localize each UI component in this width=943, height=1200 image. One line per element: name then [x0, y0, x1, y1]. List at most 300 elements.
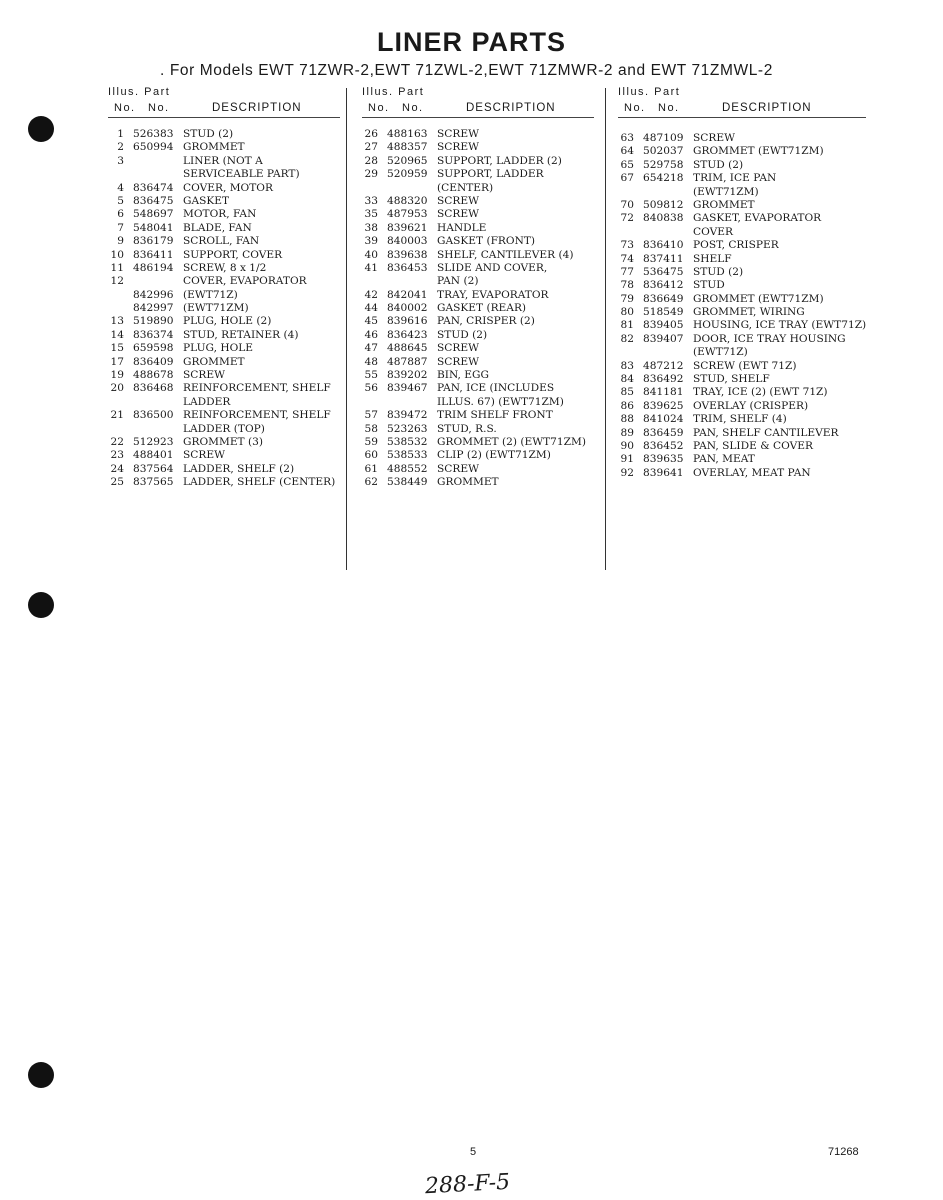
part-description: GASKET (FRONT): [437, 235, 536, 248]
part-description: TRIM, ICE PAN: [693, 172, 777, 185]
table-row: [618, 427, 866, 440]
table-row: [618, 453, 866, 466]
illus-number: 35: [364, 208, 378, 221]
description-header: DESCRIPTION: [212, 102, 302, 114]
illus-number: 56: [364, 382, 378, 395]
illus-number: 17: [110, 355, 124, 368]
table-row: [108, 195, 340, 208]
part-description: GASKET: [183, 194, 230, 207]
part-number: 488645: [387, 342, 428, 355]
part-description: PAN, SLIDE & COVER: [693, 439, 813, 452]
part-number: 837565: [133, 476, 174, 489]
part-description: HOUSING, ICE TRAY (EWT71Z): [693, 319, 867, 332]
parts-list: [108, 128, 340, 490]
part-description: (EWT71ZM): [693, 185, 759, 198]
table-row: [108, 409, 340, 422]
part-number: 488163: [387, 128, 428, 140]
part-description: PAN, CRISPER (2): [437, 315, 535, 328]
table-row: [618, 373, 866, 386]
table-row: [618, 293, 866, 306]
illus-number: 60: [364, 449, 378, 462]
table-row: [618, 239, 866, 252]
part-description: GROMMET: [693, 198, 755, 211]
part-number: 519890: [133, 315, 174, 328]
illus-number: 33: [364, 194, 378, 207]
part-number: 839625: [643, 399, 684, 412]
table-row: [618, 319, 866, 332]
part-number: 840002: [387, 302, 428, 315]
table-row: [362, 289, 594, 302]
table-row: [362, 235, 594, 248]
illus-number: 80: [620, 306, 634, 319]
illus-part-header: Illus. Part: [618, 86, 681, 98]
table-row: [108, 463, 340, 476]
table-row: [362, 195, 594, 208]
illus-number: 83: [620, 359, 634, 372]
table-row: [108, 182, 340, 195]
parts-list: [362, 128, 594, 490]
table-row: [108, 329, 340, 342]
description-header: DESCRIPTION: [722, 102, 812, 114]
table-row: [362, 423, 594, 436]
part-description: PAN (2): [437, 275, 479, 288]
table-row: [362, 262, 594, 275]
part-description: PAN, MEAT: [693, 453, 755, 466]
illus-number: 65: [620, 158, 634, 171]
part-description: PLUG, HOLE: [183, 342, 254, 355]
table-row: [362, 342, 594, 355]
part-description: GROMMET (3): [183, 435, 263, 448]
table-row: [618, 467, 866, 480]
part-number: 840003: [387, 235, 428, 248]
part-number: 488552: [387, 462, 428, 475]
table-row: [362, 476, 594, 489]
table-row: [618, 145, 866, 158]
table-row: [362, 302, 594, 315]
table-row: [618, 186, 866, 199]
illus-number: 85: [620, 386, 634, 399]
part-number: 536475: [643, 265, 684, 278]
part-number: 839472: [387, 409, 428, 422]
illus-number: 84: [620, 373, 634, 386]
illus-number: 48: [364, 355, 378, 368]
illus-number: 79: [620, 292, 634, 305]
table-row: [362, 356, 594, 369]
illus-number: 61: [364, 462, 378, 475]
part-number: 538533: [387, 449, 428, 462]
part-number: 487887: [387, 355, 428, 368]
part-number: 836492: [643, 373, 684, 386]
illus-number: 39: [364, 235, 378, 248]
illus-number: 92: [620, 466, 634, 479]
part-number: 488320: [387, 194, 428, 207]
part-description: POST, CRISPER: [693, 239, 779, 252]
part-number: 836452: [643, 439, 684, 452]
illus-number: 19: [110, 369, 124, 382]
part-description: CLIP (2) (EWT71ZM): [437, 449, 551, 462]
illus-number: 24: [110, 462, 124, 475]
illus-number: 86: [620, 399, 634, 412]
illus-number: 55: [364, 369, 378, 382]
part-description: PAN, SHELF CANTILEVER: [693, 426, 839, 439]
illus-number: 47: [364, 342, 378, 355]
illus-number: 67: [620, 172, 634, 185]
illus-number: 57: [364, 409, 378, 422]
part-description: GROMMET (EWT71ZM): [693, 145, 824, 158]
part-number: 836411: [133, 248, 174, 261]
part-number: 841024: [643, 413, 684, 426]
part-number: 486194: [133, 261, 174, 274]
part-number: 836474: [133, 181, 174, 194]
part-description: SCREW, 8 x 1/2: [183, 261, 267, 274]
part-description: DOOR, ICE TRAY HOUSING: [693, 332, 846, 345]
page-title: LINER PARTS: [376, 27, 566, 57]
binder-hole-bottom: [28, 1062, 54, 1088]
table-row: [618, 266, 866, 279]
table-row: [618, 132, 866, 145]
part-number: 487109: [643, 132, 684, 144]
illus-number: 42: [364, 288, 378, 301]
part-number: 839202: [387, 369, 428, 382]
part-number: 836423: [387, 328, 428, 341]
binder-hole-middle: [28, 592, 54, 618]
part-number: 839616: [387, 315, 428, 328]
part-number: 836179: [133, 235, 174, 248]
illus-number: 27: [364, 141, 378, 154]
table-row: [362, 329, 594, 342]
part-number: 836475: [133, 194, 174, 207]
part-number: 488401: [133, 449, 174, 462]
table-row: [108, 235, 340, 248]
part-description: SCREW: [437, 194, 479, 207]
column-header: [362, 85, 594, 118]
part-number: 523263: [387, 422, 428, 435]
table-row: [108, 168, 340, 181]
table-row: [618, 306, 866, 319]
illus-number: 5: [117, 194, 124, 207]
description-header: DESCRIPTION: [466, 102, 556, 114]
illus-number: 14: [110, 328, 124, 341]
part-description: GASKET, EVAPORATOR: [693, 212, 822, 225]
table-row: [108, 369, 340, 382]
illus-number: 58: [364, 422, 378, 435]
part-number: 836649: [643, 292, 684, 305]
part-description: OVERLAY (CRISPER): [693, 399, 809, 412]
part-description: STUD, SHELF: [693, 373, 770, 386]
part-description: STUD (2): [437, 328, 488, 341]
part-no-header: No.: [148, 102, 170, 114]
table-row: [108, 315, 340, 328]
part-number: 839621: [387, 221, 428, 234]
illus-number: 11: [110, 261, 124, 274]
table-row: [618, 279, 866, 292]
part-description: SCREW (EWT 71Z): [693, 359, 797, 372]
page-number: 5: [470, 1146, 477, 1158]
part-description: (EWT71Z): [693, 346, 748, 359]
illus-number: 82: [620, 332, 634, 345]
illus-number: 78: [620, 279, 634, 292]
table-row: [618, 253, 866, 266]
table-row: [108, 396, 340, 409]
illus-number: 20: [110, 382, 124, 395]
part-number: 836453: [387, 261, 428, 274]
part-description: REINFORCEMENT, SHELF: [183, 382, 331, 395]
part-number: 836459: [643, 426, 684, 439]
part-description: PLUG, HOLE (2): [183, 315, 272, 328]
table-row: [362, 463, 594, 476]
illus-number: 81: [620, 319, 634, 332]
table-row: [108, 302, 340, 315]
illus-number: 89: [620, 426, 634, 439]
illus-number: 88: [620, 413, 634, 426]
column-divider: [346, 88, 347, 570]
illus-number: 77: [620, 265, 634, 278]
part-description: TRAY, ICE (2) (EWT 71Z): [693, 386, 828, 399]
illus-number: 22: [110, 435, 124, 448]
part-number: 836410: [643, 239, 684, 252]
table-row: [108, 275, 340, 288]
part-number: 518549: [643, 306, 684, 319]
part-number: 836412: [643, 279, 684, 292]
table-row: [618, 226, 866, 239]
part-description: COVER: [693, 225, 733, 238]
part-description: STUD (2): [693, 158, 744, 171]
illus-number: 90: [620, 439, 634, 452]
part-number: 538532: [387, 435, 428, 448]
part-no-header: No.: [658, 102, 680, 114]
part-number: 841181: [643, 386, 684, 399]
illus-number: 9: [117, 235, 124, 248]
table-row: [362, 449, 594, 462]
part-number: 842996: [133, 288, 174, 301]
table-row: [108, 262, 340, 275]
part-description: BIN, EGG: [437, 369, 489, 382]
part-description: (EWT71Z): [183, 288, 238, 301]
illus-number: 38: [364, 221, 378, 234]
table-row: [108, 141, 340, 154]
table-row: [362, 369, 594, 382]
table-row: [362, 275, 594, 288]
illus-number: 7: [117, 221, 124, 234]
table-row: [618, 172, 866, 185]
part-description: ILLUS. 67) (EWT71ZM): [437, 395, 564, 408]
part-number: 520965: [387, 154, 428, 167]
column-header: [108, 85, 340, 118]
part-description: SCREW: [437, 128, 479, 140]
part-number: 842041: [387, 288, 428, 301]
part-description: LADDER (TOP): [183, 422, 265, 435]
handwritten-note: 288-F-5: [424, 1169, 511, 1200]
part-number: 836374: [133, 328, 174, 341]
illus-number: 28: [364, 154, 378, 167]
part-description: SUPPORT, COVER: [183, 248, 283, 261]
part-description: (CENTER): [437, 181, 494, 194]
illus-number: 40: [364, 248, 378, 261]
table-row: [362, 315, 594, 328]
part-number: 650994: [133, 141, 174, 154]
part-number: 502037: [643, 145, 684, 158]
illus-number: 1: [117, 128, 124, 140]
page-subtitle: . For Models EWT 71ZWR-2,EWT 71ZWL-2,EWT 71ZMWR-2 and EWT 71ZMWL-2: [160, 62, 773, 79]
illus-no-header: No.: [368, 102, 390, 114]
part-description: LINER (NOT A: [183, 154, 263, 167]
parts-column-3: [618, 85, 866, 480]
part-number: 836409: [133, 355, 174, 368]
part-description: GROMMET (EWT71ZM): [693, 292, 824, 305]
illus-number: 74: [620, 252, 634, 265]
part-description: SHELF, CANTILEVER (4): [437, 248, 574, 261]
part-number: 839467: [387, 382, 428, 395]
table-row: [108, 289, 340, 302]
part-description: SHELF: [693, 252, 732, 265]
part-description: STUD, RETAINER (4): [183, 328, 299, 341]
illus-no-header: No.: [114, 102, 136, 114]
illus-number: 44: [364, 302, 378, 315]
illus-number: 46: [364, 328, 378, 341]
part-number: 529758: [643, 158, 684, 171]
table-row: [362, 396, 594, 409]
illus-part-header: Illus. Part: [362, 86, 425, 98]
illus-number: 29: [364, 168, 378, 181]
part-description: TRAY, EVAPORATOR: [437, 288, 549, 301]
part-number: 538449: [387, 476, 428, 489]
table-row: [618, 212, 866, 225]
table-row: [108, 356, 340, 369]
table-row: [108, 436, 340, 449]
table-row: [362, 168, 594, 181]
document-code: 71268: [828, 1146, 859, 1158]
table-row: [362, 182, 594, 195]
table-row: [108, 128, 340, 141]
part-number: 839638: [387, 248, 428, 261]
table-row: [362, 409, 594, 422]
table-row: [618, 413, 866, 426]
illus-number: 15: [110, 342, 124, 355]
part-number: 488678: [133, 369, 174, 382]
table-row: [362, 208, 594, 221]
part-description: SCREW: [437, 462, 479, 475]
part-description: SCREW: [693, 132, 735, 144]
part-description: GROMMET: [183, 355, 245, 368]
part-description: SCREW: [437, 355, 479, 368]
part-description: SCROLL, FAN: [183, 235, 260, 248]
illus-number: 26: [364, 128, 378, 140]
part-description: GASKET (REAR): [437, 302, 527, 315]
table-row: [618, 360, 866, 373]
part-description: LADDER, SHELF (CENTER): [183, 476, 336, 489]
part-number: 839635: [643, 453, 684, 466]
illus-number: 4: [117, 181, 124, 194]
parts-column-1: [108, 85, 340, 490]
part-description: SCREW: [183, 449, 225, 462]
part-description: STUD: [693, 279, 725, 292]
part-number: 836500: [133, 409, 174, 422]
illus-number: 2: [117, 141, 124, 154]
parts-column-2: [362, 85, 594, 490]
table-row: [108, 423, 340, 436]
table-row: [108, 382, 340, 395]
part-number: 842997: [133, 302, 174, 315]
table-row: [362, 141, 594, 154]
part-number: 487953: [387, 208, 428, 221]
part-description: COVER, EVAPORATOR: [183, 275, 307, 288]
illus-number: 10: [110, 248, 124, 261]
part-number: 520959: [387, 168, 428, 181]
part-description: SUPPORT, LADDER: [437, 168, 544, 181]
illus-number: 3: [117, 154, 124, 167]
part-no-header: No.: [402, 102, 424, 114]
parts-list: [618, 132, 866, 480]
part-description: GROMMET: [183, 141, 245, 154]
table-row: [618, 386, 866, 399]
part-number: 659598: [133, 342, 174, 355]
column-header: [618, 85, 866, 118]
part-number: 836468: [133, 382, 174, 395]
part-description: SCREW: [437, 342, 479, 355]
part-description: LADDER: [183, 395, 231, 408]
part-number: 837564: [133, 462, 174, 475]
illus-number: 72: [620, 212, 634, 225]
part-description: LADDER, SHELF (2): [183, 462, 295, 475]
table-row: [108, 155, 340, 168]
table-row: [362, 155, 594, 168]
part-number: 512923: [133, 435, 174, 448]
table-row: [362, 249, 594, 262]
table-row: [362, 222, 594, 235]
part-description: TRIM, SHELF (4): [693, 413, 787, 426]
part-description: SLIDE AND COVER,: [437, 261, 548, 274]
part-description: GROMMET (2) (EWT71ZM): [437, 435, 587, 448]
illus-number: 73: [620, 239, 634, 252]
part-description: SERVICEABLE PART): [183, 168, 300, 181]
part-number: 509812: [643, 198, 684, 211]
table-row: [618, 346, 866, 359]
illus-number: 12: [110, 275, 124, 288]
part-number: 840838: [643, 212, 684, 225]
illus-number: 45: [364, 315, 378, 328]
illus-number: 70: [620, 198, 634, 211]
illus-part-header: Illus. Part: [108, 86, 171, 98]
part-description: COVER, MOTOR: [183, 181, 273, 194]
part-description: SCREW: [183, 369, 225, 382]
illus-number: 63: [620, 132, 634, 144]
part-description: GROMMET, WIRING: [693, 306, 805, 319]
table-row: [108, 449, 340, 462]
part-description: GROMMET: [437, 476, 499, 489]
part-number: 839641: [643, 466, 684, 479]
table-row: [108, 342, 340, 355]
illus-number: 13: [110, 315, 124, 328]
table-row: [618, 199, 866, 212]
part-number: 548697: [133, 208, 174, 221]
table-row: [108, 249, 340, 262]
table-row: [108, 476, 340, 489]
part-description: PAN, ICE (INCLUDES: [437, 382, 555, 395]
part-description: TRIM SHELF FRONT: [437, 409, 553, 422]
part-number: 654218: [643, 172, 684, 185]
part-number: 526383: [133, 128, 174, 140]
table-row: [618, 159, 866, 172]
part-description: STUD, R.S.: [437, 422, 497, 435]
illus-number: 59: [364, 435, 378, 448]
part-number: 487212: [643, 359, 684, 372]
table-row: [618, 440, 866, 453]
illus-number: 62: [364, 476, 378, 489]
table-row: [618, 400, 866, 413]
part-description: BLADE, FAN: [183, 221, 252, 234]
part-number: 488357: [387, 141, 428, 154]
illus-no-header: No.: [624, 102, 646, 114]
